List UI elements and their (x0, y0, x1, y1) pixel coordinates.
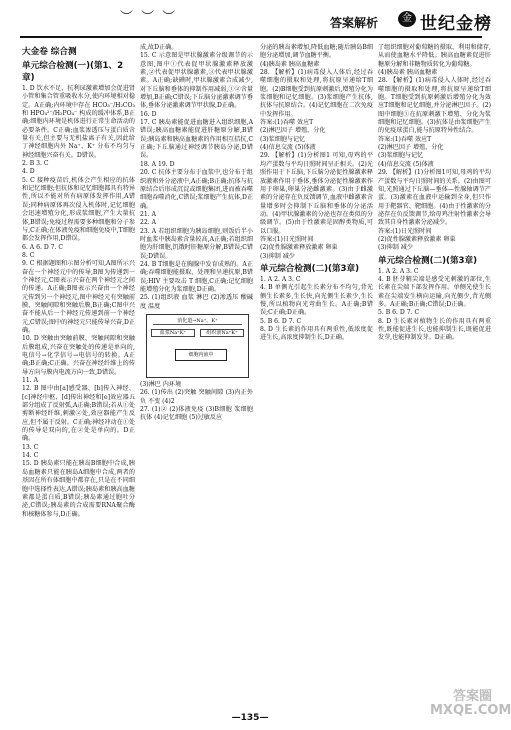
answer-paragraph: 28. 【解析】(1)病毒侵入人体后,经过吞噬细胞的摄取和处理,将抗原呈递给T细胞。(2)B细胞受到抗原刺激后,增殖分化为浆细胞和记忆细胞。(3)浆细胞产生抗体,抗体与抗原结合。(4)记忆细胞在二次免疫中发挥作用。 (260, 69, 373, 118)
answer-paragraph: 8. C (22, 251, 35, 259)
diagram-left-label: 血浆Na⁺K⁺ (151, 329, 195, 337)
answer-paragraph: 分泌的胰岛素增加,降低血糖;随后胰岛B细胞分泌增加,调节血糖平衡。 (260, 44, 373, 60)
answer-paragraph: (3)抑制 减少 (260, 252, 295, 260)
answer-paragraph: 14. C (22, 452, 39, 460)
answer-paragraph: 了组织细胞对葡萄糖的摄取、利用和储存,从而使血糖水平降低。胰高血糖素促进肝糖原分解和非糖物质转化为葡萄糖。 (378, 44, 491, 68)
answer-paragraph: 21. A (140, 210, 157, 218)
unit-title: 单元综合检测(二)(第3章) (378, 255, 478, 266)
answer-paragraph: 8. D 生长素的作用具有两重性,低浓度促进生长,高浓度抑制生长,D正确。 (260, 326, 373, 342)
answer-paragraph: 5. B 6. D 7. C (378, 309, 420, 317)
answer-paragraph: 15. C 示意图是甲状腺激素分级调节的示意图,图中①代表促甲状腺激素释放激素,②代表促甲状腺激素,③代表甲状腺激素。A正确;缺碘时,甲状腺激素合成减少,对下丘脑和垂体的抑制作用减弱,①②含量增加,B正确;C错误;下丘脑分泌激素调节垂体,垂体分泌激素调节甲状腺,D正确。 (140, 52, 253, 110)
answer-paragraph: (3)浆细胞与记忆 (378, 152, 424, 160)
diagram-right-label: 组织液Na⁺K⁺ (200, 329, 244, 337)
answer-paragraph: 10. D 突触由突触前膜、突触间隙和突触后膜组成,兴奋在突触处的传递是单向的,电信号→化学信号→电信号的转换。A正确;B正确;C正确。兴奋在神经纤维上的传导方向与膜内电流方向一致,D错误。 (22, 335, 135, 376)
answer-paragraph: 4. B 单侧光引起生长素分布不均匀,背光侧生长素多,生长快,向光侧生长素少,生长慢,所以植物向光弯曲生长。A正确;B错误;C正确;D正确。 (260, 284, 373, 317)
answer-paragraph: 1. A 2. A 3. C (378, 267, 419, 275)
answer-paragraph: 22. A (140, 219, 157, 227)
answer-paragraph: 5. B 6. D 7. C (260, 317, 302, 325)
answer-paragraph: 13. C (22, 443, 39, 451)
page-header (0, 0, 500, 40)
answer-paragraph: (4)信息交流 (5)体液 (260, 144, 316, 152)
header-divider (20, 36, 482, 38)
answer-paragraph: 答案:(1)日光照时间 (378, 227, 432, 235)
answer-paragraph: (2)淋巴因子 增殖、分化 (378, 144, 444, 152)
diagram-center-label: 细胞内液中 (175, 349, 227, 361)
answer-paragraph: (2)促性腺激素释放激素 卵巢 (260, 244, 338, 252)
answer-paragraph: 5. C 接种疫苗后,机体会产生相应的抗体和记忆细胞;但抗体和记忆细胞都具有特异性,所以不能对所有病原体发挥作用,A错误;同种病原体再次侵入机体时,记忆细胞会迅速增殖分化,形成浆细胞,产生大量抗体,B错误;免疫过程需要多种细胞和分子参与,C正确;在体液免疫和细胞免疫中,T细胞都会发挥作用,D错误。 (22, 176, 135, 243)
answer-paragraph: 答案:(1)吞噬 效应T (260, 119, 314, 127)
answer-paragraph: 2. B 3. C (22, 160, 49, 168)
section-title: 大金卷 综合测 (22, 47, 77, 57)
answer-paragraph: 29. 【解析】(1)分析图1 可知,母鸡的平均产蛋数与平均日照时间呈正相关。(2)光照作用于下丘脑,下丘脑分泌促性腺激素释放激素作用于垂体,垂体分泌促性腺激素作用于卵巢,卵巢分泌雌激素。(3)由于雌激素的分泌存在负反馈调节,血液中雌激素含量增多时会抑制下丘脑和垂体的分泌活动。(4)甲状腺激素的分泌也存在类似的分级调节。(5)由于性激素是固醇类物质,可以口服。 (260, 152, 373, 235)
answer-paragraph: 23. A 若组织细胞为胰岛细胞,则饭后半小时血浆中胰岛素含量较高,A正确;若组织细胞为肝细胞,饥饿时肝糖原分解,B错误;C错误;D错误。 (140, 227, 253, 260)
answer-paragraph: 1. D 饮水不足、抗利尿激素增加会促进肾小管和集合管重吸收水分,使内环境相对稳定。A正确;内环境中存在 HCO₃⁻/H₂CO₃ 和 HPO₄²⁻/H₂PO₄⁻ 构成的缓冲体系,B正确;细胞内环境是机体进行正常生命活动的必要条件。C正确;血浆渗透压与蛋白质含量有关,但主要与无机盐离子有关,因此给丁神经细胞内外 Na⁺、K⁺ 分布不均匀与神经细胞兴奋有关。D错误。 (22, 85, 135, 159)
answer-paragraph: 26. (1)传出 (2)突触 突触间隙 (3)内正外负 不变 (4)2 (140, 389, 253, 405)
answer-paragraph: (4)胰岛素 胰高血糖素 (260, 60, 320, 68)
answer-paragraph: 25. (1)组织液 血浆 淋巴 (2)渗透压 酸碱度 温度 (140, 294, 253, 310)
answer-paragraph: 15. D 胰岛素只能在胰岛B细胞中合成,胰岛血糖素只能在胰岛A细胞中合成,两者的基因在所有体细胞中都存在,只是在不同细胞中选择性表达,A错误;胰岛素和胰高血糖素都是蛋白质,B错误;胰岛素通过胞吐分泌,C错误;胰岛素的合成需要RNA聚合酶和核糖体参与,D正确。 (22, 460, 135, 518)
answer-label: 答案解析 (330, 16, 379, 30)
diagram-top-label: 消化道→Na⁺、K⁺ (153, 318, 242, 325)
birds-decoration-icon: ︶ ︶ ︶ (120, 10, 178, 25)
answer-paragraph: (2)淋巴因子 增殖、分化 (260, 127, 326, 135)
ion-diagram (146, 314, 249, 378)
answer-paragraph: 11. A (22, 377, 39, 385)
column-2 (140, 44, 253, 423)
answer-paragraph: 24. B T细胞是在胸腺中发育成熟的。A正确;吞噬细胞能摄取、处理和呈递抗原,B错误;HIV 主要攻击 T 细胞,C正确;记忆细胞能增殖分化为浆细胞,D正确。 (140, 260, 253, 293)
answer-paragraph: 6. A 6. D 7. C (22, 243, 64, 251)
answer-paragraph: (2)促性腺激素释放激素 卵巢 (378, 235, 456, 243)
answer-paragraph: 29. 【解析】(1)分析图1可知,母鸡的平均产蛋数与平均日照时间的关系。(2)由图可知,光照通过下丘脑—垂体—性腺轴调节产蛋。(3)激素在血液中运输到全身,但只作用于靶器官、靶细胞。(4)由于性激素的分泌存在负反馈调节,给母鸡注射性激素会导致其自身性激素分泌减少。 (378, 169, 491, 227)
unit-title: 单元综合检测(二)(第3章) (260, 263, 360, 274)
answer-paragraph: 27. (1)② (2)体液免疫 (3)B细胞 浆细胞 抗体 (4)记忆细胞 (5)过敏反应 (140, 406, 253, 422)
watermark: 答案圈 MXQE.COM (430, 689, 511, 718)
answer-paragraph: 4. D (22, 168, 35, 176)
answer-paragraph: (3)淋巴 内环境 (140, 381, 182, 388)
answer-paragraph: (4)胰岛素 胰高血糖素 (378, 69, 438, 77)
answer-paragraph: (4)信息交流 (5)体液 (378, 160, 434, 168)
answer-paragraph: 28. 【解析】(1)病毒侵入人体时,经过吞噬细胞的摄取和处理,将抗原呈递给T细胞。T细胞受到抗原刺激后增殖分化为效应T细胞和记忆细胞,并分泌淋巴因子。(2)图中细胞①在抗原刺激下增殖、分化为浆细胞和记忆细胞。(3)抗体是由浆细胞产生的免疫球蛋白,能与抗原特异性结合。 (378, 77, 491, 135)
answer-paragraph: 9. C 根据题图和示图分析可知,A图所示兴奋在一个神经元中的传导,B图为传递到一个神经元,C图表示兴奋在两个神经元之间的传递。A正确;B图表示兴奋由一个神经元传到另一个神经元,图中神经元有突触前膜、突触间隙和突触后膜,B正确;C图中兴奋不能从后一个神经元传递到前一个神经元,C错误;图中的神经元只能传导兴奋,D正确。 (22, 260, 135, 334)
column-4 (378, 44, 491, 343)
answer-paragraph: 17. C 胰岛素能促进血糖进入组织细胞,A错误;胰高血糖素能促进肝糖原分解,B错误;胰岛素和胰高血糖素的作用相互拮抗,C正确;下丘脑通过神经调节胰岛分泌,D错误。 (140, 119, 253, 160)
answer-paragraph: 8. D 生长素对植物生长的作用具有两重性,既能促进生长,也能抑制生长,既能促进发芽,也能抑制发芽。D正确。 (378, 317, 491, 342)
brand-logo-icon: 金 (398, 11, 416, 27)
answer-paragraph: 答案:(1)日光照时间 (260, 235, 314, 243)
column-1 (22, 44, 135, 519)
answer-paragraph: 答案:(1)吞噬 效应T (378, 135, 432, 143)
page-number: —135— (231, 713, 269, 723)
brand-name: 世纪金榜 (420, 14, 492, 34)
answer-paragraph: 成,故D正确。 (140, 44, 178, 51)
answer-paragraph: 1. A 2. A 3. C (260, 275, 301, 283)
answer-paragraph: 4. B 胚芽鞘尖端是感受光刺激的部位,生长素在尖端下部发挥作用。单侧光使生长素在尖端发生横向运输,向光侧少,背光侧多。A正确;B正确;C错误;D正确。 (378, 275, 491, 308)
answer-paragraph: (3)浆细胞与记忆 (260, 135, 306, 143)
answer-paragraph: (3)抑制 减少 (378, 244, 413, 252)
answer-paragraph: 18. A 19. D (140, 160, 175, 168)
answer-paragraph: 16. D (140, 110, 157, 118)
unit-title: 单元综合检测(一)(第1、2章) (22, 61, 124, 83)
answer-paragraph: 20. C 抗体主要分布于血浆中,也分布于组织液和外分泌液中,A正确;B正确;抗体与抗原结合后形成沉淀或细胞集团,进而被吞噬细胞吞噬消化,C错误;浆细胞产生抗体,D正确。 (140, 169, 253, 210)
answer-paragraph: 12. B 图中由[a]感受器、[b]传入神经、[c]神经中枢、[d]传出神经和[e]效应器五部分组成了反射弧,A正确;B错误;若从①处剪断神经纤维,刺激②处,效应器能产生反应,但不属于反射。C正确;神经冲动在①处的传导是双向的,在②处是单向的。D正确。 (22, 385, 135, 443)
column-3 (260, 44, 373, 343)
